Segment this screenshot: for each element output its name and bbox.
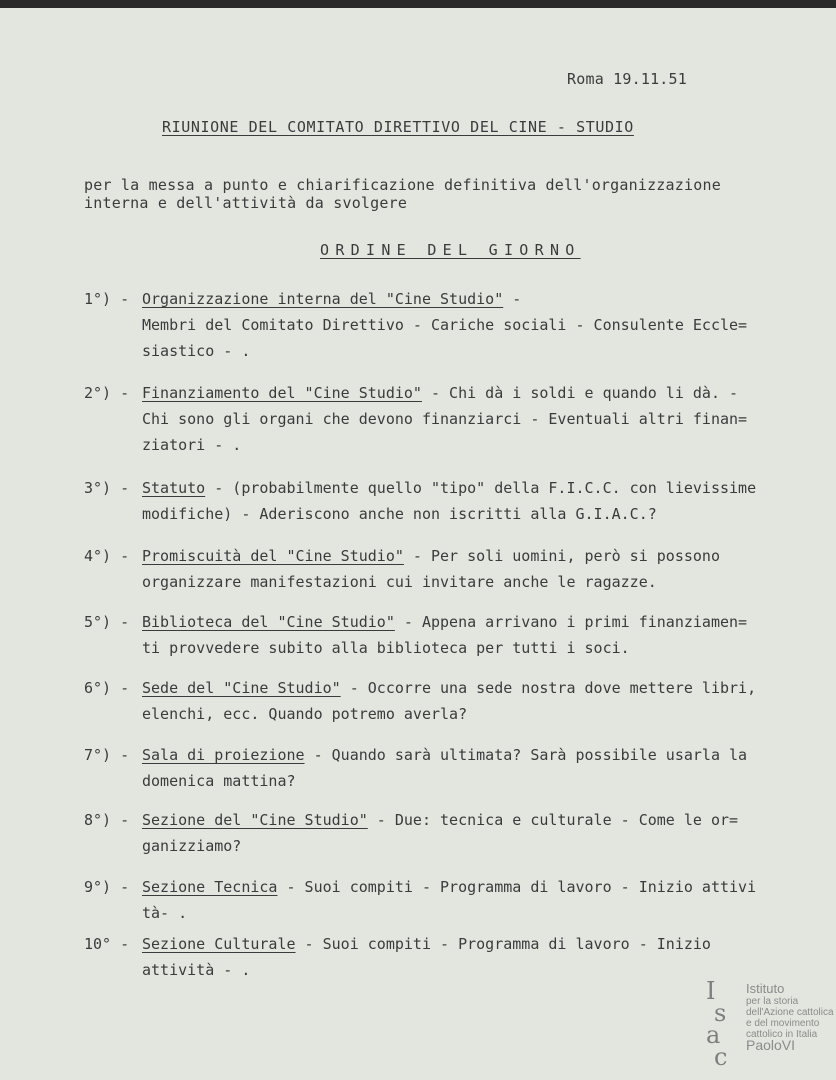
item-title: Promiscuità del "Cine Studio" <box>142 547 404 565</box>
intro-line-1: per la messa a punto e chiarificazione definitiva dell'organizzazione <box>84 176 721 194</box>
item-text: - Occorre una sede nostra dove mettere libri, <box>340 679 757 697</box>
item-line: elenchi, ecc. Quando potremo averla? <box>142 705 468 723</box>
item-line: siastico - . <box>142 342 251 360</box>
agenda-item-3 <box>84 475 756 527</box>
item-line: modifiche) - Aderiscono anche non iscritti alla G.I.A.C.? <box>142 505 657 523</box>
item-title: Biblioteca del "Cine Studio" <box>142 613 395 631</box>
item-text: - Suoi compiti - Programma di lavoro - Inizio attivi <box>277 878 757 896</box>
item-line: attività - . <box>142 961 251 979</box>
item-number: 6°) - <box>84 679 130 697</box>
item-line: ziatori - . <box>142 436 242 454</box>
item-text: - Chi dà i soldi e quando li dà. - <box>421 384 739 402</box>
item-text: - Due: tecnica e culturale - Come le or= <box>367 811 739 829</box>
item-line: Membri del Comitato Direttivo - Cariche sociali - Consulente Eccle= <box>142 316 748 334</box>
item-line: ti provvedere subito alla biblioteca per tutti i soci. <box>142 639 630 657</box>
item-text: - Per soli uomini, però si possono <box>403 547 720 565</box>
agenda-heading: ORDINE DEL GIORNO <box>320 241 581 259</box>
item-number: 1°) - <box>84 290 130 308</box>
agenda-item-10 <box>84 931 711 983</box>
institute-logo <box>706 977 834 1072</box>
logo-monogram: I s a c <box>706 977 728 1071</box>
item-number: 8°) - <box>84 811 130 829</box>
item-number: 10° - <box>84 935 130 953</box>
agenda-item-4 <box>84 543 720 595</box>
agenda-item-8 <box>84 807 738 859</box>
item-text: - Appena arrivano i primi finanziamen= <box>394 613 748 631</box>
item-title: Finanziamento del "Cine Studio" <box>142 384 422 402</box>
item-title: Sezione Culturale <box>142 935 296 953</box>
document-date: Roma 19.11.51 <box>567 70 687 88</box>
item-line: Chi sono gli organi che devono finanziarci - Eventuali altri finan= <box>142 410 748 428</box>
item-line: domenica mattina? <box>142 772 296 790</box>
item-title: Sezione Tecnica <box>142 878 278 896</box>
item-number: 5°) - <box>84 613 130 631</box>
item-title: Organizzazione interna del "Cine Studio" <box>142 290 504 308</box>
document-title: RIUNIONE DEL COMITATO DIRETTIVO DEL CINE - STUDIO <box>162 118 634 136</box>
item-line: tà- . <box>142 904 188 922</box>
intro-line-2: interna e dell'attività da svolgere <box>84 194 408 212</box>
item-line: organizzare manifestazioni cui invitare anche le ragazze. <box>142 573 657 591</box>
item-number: 2°) - <box>84 384 130 402</box>
item-text: - Quando sarà ultimata? Sarà possibile usarla la <box>304 746 748 764</box>
agenda-item-9 <box>84 874 756 926</box>
item-number: 3°) - <box>84 479 130 497</box>
item-number: 9°) - <box>84 878 130 896</box>
agenda-item-5 <box>84 609 747 661</box>
item-title: Statuto <box>142 479 206 497</box>
item-number: 4°) - <box>84 547 130 565</box>
item-title: Sala di proiezione <box>142 746 305 764</box>
agenda-item-6 <box>84 675 756 727</box>
item-title: Sede del "Cine Studio" <box>142 679 341 697</box>
agenda-item-7 <box>84 742 747 794</box>
agenda-item-2 <box>84 380 747 458</box>
item-text: - Suoi compiti - Programma di lavoro - Inizio <box>295 935 711 953</box>
item-title: Sezione del "Cine Studio" <box>142 811 368 829</box>
item-text: - <box>503 290 522 308</box>
item-line: ganizziamo? <box>142 837 242 855</box>
item-number: 7°) - <box>84 746 130 764</box>
item-text: - (probabilmente quello "tipo" della F.I.C.C. con lievissime <box>205 479 757 497</box>
logo-text: Istituto per la storia dell'Azione cattolica e del movimento cattolico in Italia PaoloVI <box>746 981 834 1053</box>
agenda-item-1 <box>84 286 747 364</box>
